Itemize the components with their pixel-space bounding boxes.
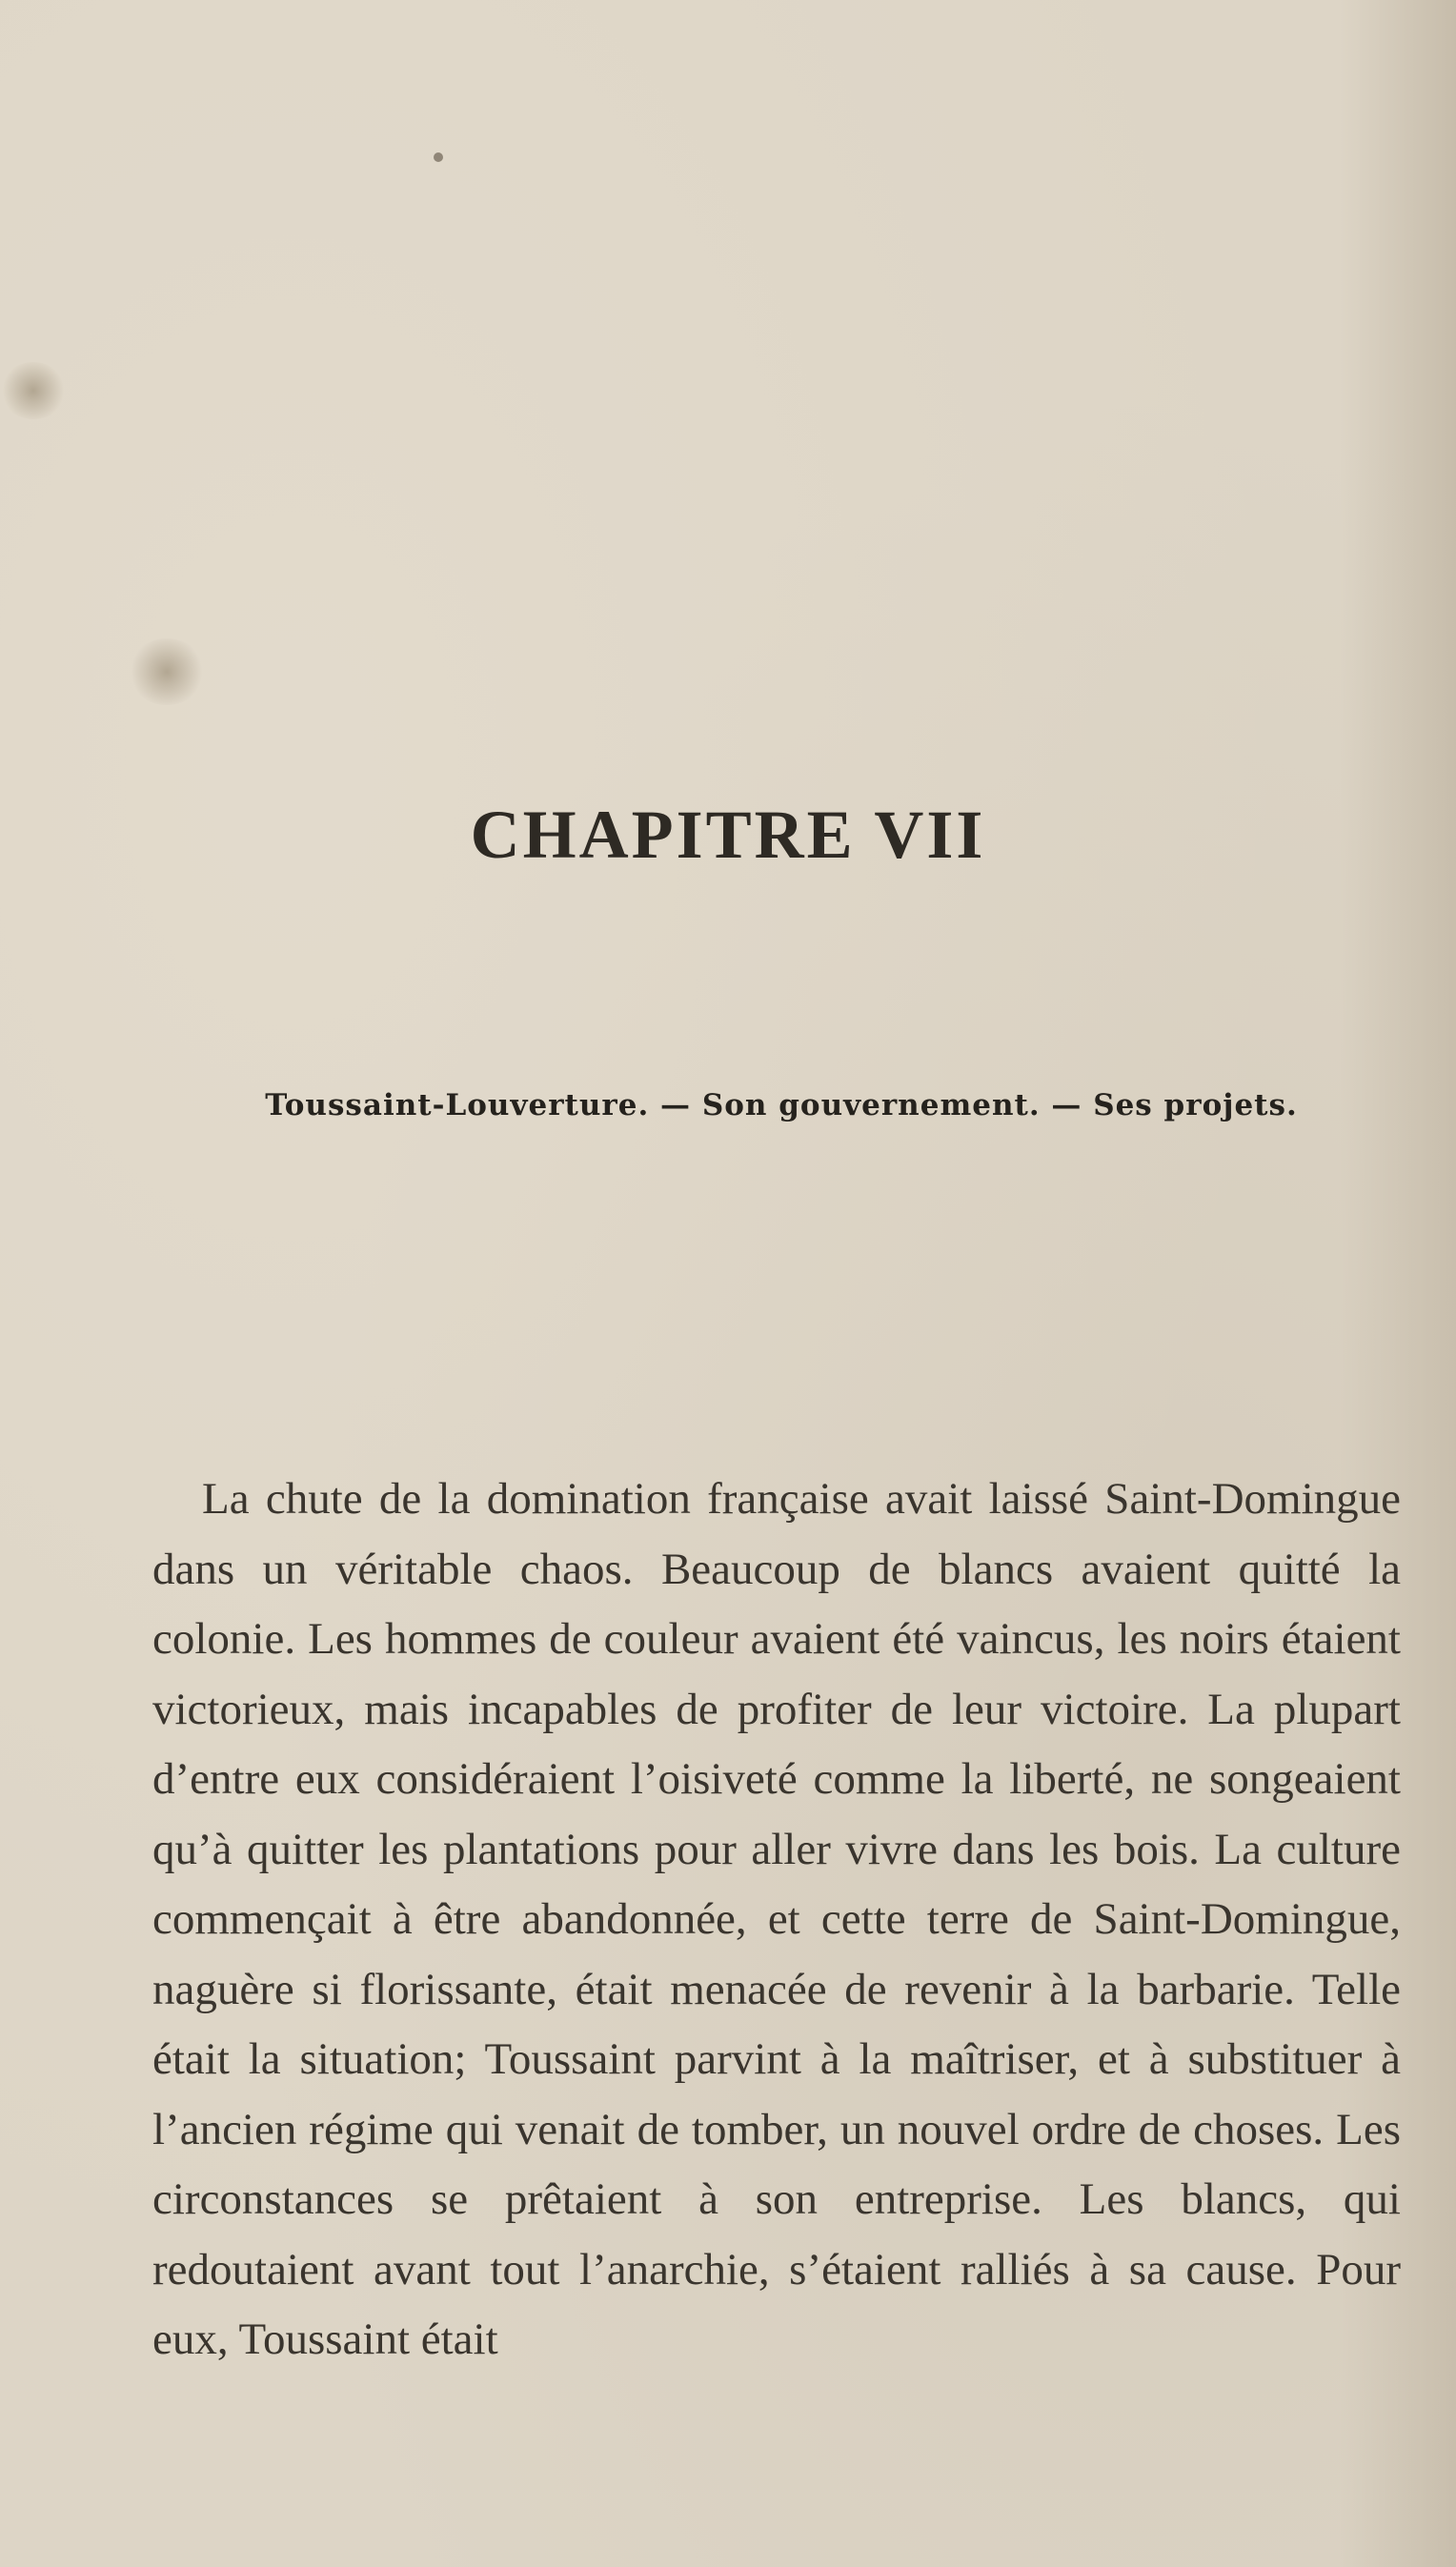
ink-speck	[434, 152, 443, 162]
paper-stain	[129, 638, 205, 705]
chapter-summary: Toussaint-Louverture. — Son gouvernement. — Ses projets.	[265, 1088, 1298, 1122]
chapter-title: CHAPITRE VII	[470, 797, 986, 874]
body-paragraph: La chute de la domination française avait laissé Saint-Domingue dans un véritable chaos. Beaucoup de blancs avaient quitté la colonie. Les hommes de couleur avaient été vaincus, les noirs étaient victorieux, mais incapables de profiter de leur victoire. La plupart d’entre eux considéraient l’oisiveté comme la liberté, ne songeaient qu’à quitter les plantations pour aller vivre dans les bois. La culture commençait à être abandonnée, et cette terre de Saint-Domingue, naguère si florissante, était menacée de revenir à la barbarie. Telle était la situation; Toussaint parvint à la maîtriser, et à substituer à l’ancien régime qui venait de tomber, un nouvel ordre de choses. Les circonstances se prêtaient à son entreprise. Les blancs, qui redoutaient avant tout l’anarchie, s’étaient ralliés à sa cause. Pour eux, Toussaint était	[152, 1474, 1401, 2364]
paper-stain	[0, 362, 67, 419]
